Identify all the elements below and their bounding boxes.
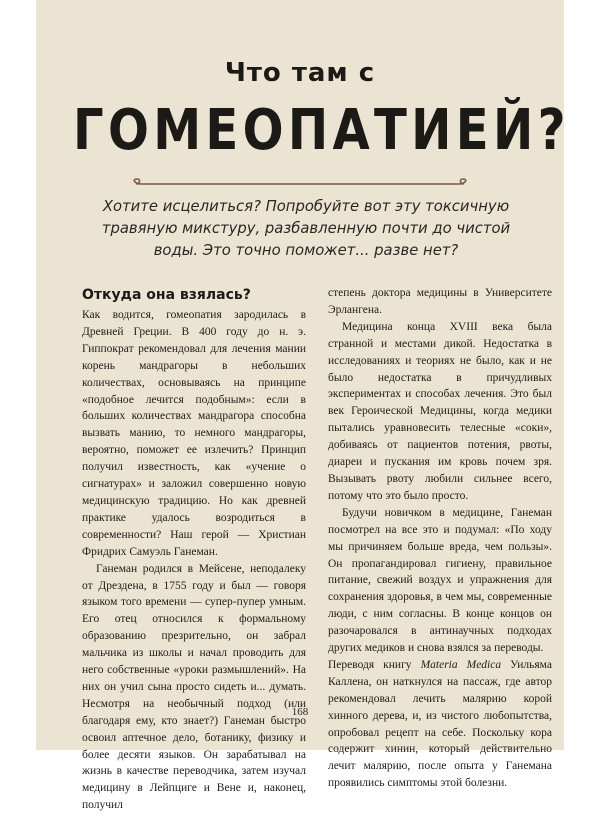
subtitle-lead: Хотите исцелиться? Попробуйте вот эту токсичную травяную микстуру, разбавленную почти до чистой воды. Это точно поможет... разве нет? <box>101 198 511 259</box>
text-fragment: Уильяма Каллена, он наткнулся на пассаж, где автор рекомендовал лечить малярию корой хинного дерева, и, из чистого любопытства, опробовал рецепт на себе. Поскольку кора содержит хинин, который действительно лечит малярию, после опыта у Ганемана проявились симптомы этой болезни. <box>328 658 552 790</box>
book-title: Materia Medica <box>420 658 502 671</box>
paragraph <box>328 657 552 792</box>
paragraph: Как водится, гомеопатия зародилась в Древней Греции. В 400 году до н. э. Гиппократ рекомендовал для лечения мании корень мандрагоры в небольших количествах, основываясь на принципе «подобное лечится подобным»: если в больших количествах мандрагора способна вызвать манию, то немного мандрагоры, вероятно, поможет ее излечить? Принцип получил известность, как «учение о сигнатурах» и заложил совершенно новую медицинскую традицию. Но как древней практике удалось возродиться в современности? Наш герой — Христиан Фридрих Самуэль Ганеман. <box>82 309 306 558</box>
paragraph: степень доктора медицины в Университете Эрлангена. <box>328 287 552 316</box>
paragraph: Медицина конца XVIII века была странной и местами дикой. Недостатка в исследованиях и теориях не было, как и не было недостатка в причудливых экспериментах и способах лечения. Это был век Героической Медицины, когда медики пытались уравновесить телесные «соки», добиваясь от пациентов потения, рвоты, диареи и пускания им кровь почем зря. Вызывать рвоту любили сильнее всего, потому что это было просто. <box>328 320 552 502</box>
paragraph: Будучи новичком в медицине, Ганеман посмотрел на все это и подумал: «По ходу мы причиняем больше вреда, чем пользы». Он пропагандировал гигиену, правильное питание, свежий воздух и упражнения для сохранения здоровья, в чем мы, современные люди, с ним согласны. В конце концов он разочаровался в антинаучных подходах других медиков и снова взялся за переводы. <box>328 506 552 655</box>
divider-ornament <box>128 176 472 192</box>
text-column-left <box>82 307 306 814</box>
text-fragment: Переводя книгу <box>328 658 412 671</box>
page-number: 168 <box>291 706 309 718</box>
book-page <box>36 0 570 812</box>
title-line-1: Что там с <box>224 58 376 88</box>
title-line-2: ГОМЕОПАТИЕЙ? <box>72 98 570 163</box>
paragraph: Ганеман родился в Мейсене, неподалеку от Дрездена, в 1755 году и был — говоря языком того времени — супер-пупер умным. Его отец относился к формальному образованию презрительно, он забрал мальчика из школы и начал проводить для него собственные «уроки размышлений». На них он учил сына просто сидеть и... думать. Несмотря на необычный подход (или благодаря ему, кто знает?) Ганеман быстро освоил аптечное дело, ботанику, физику и более десяти языков. Он зарабатывал на жизнь в качестве переводчика, затем изучал медицину в Лейпциге и Вене и, наконец, получил <box>82 562 306 812</box>
section-heading: Откуда она взялась? <box>82 287 251 303</box>
